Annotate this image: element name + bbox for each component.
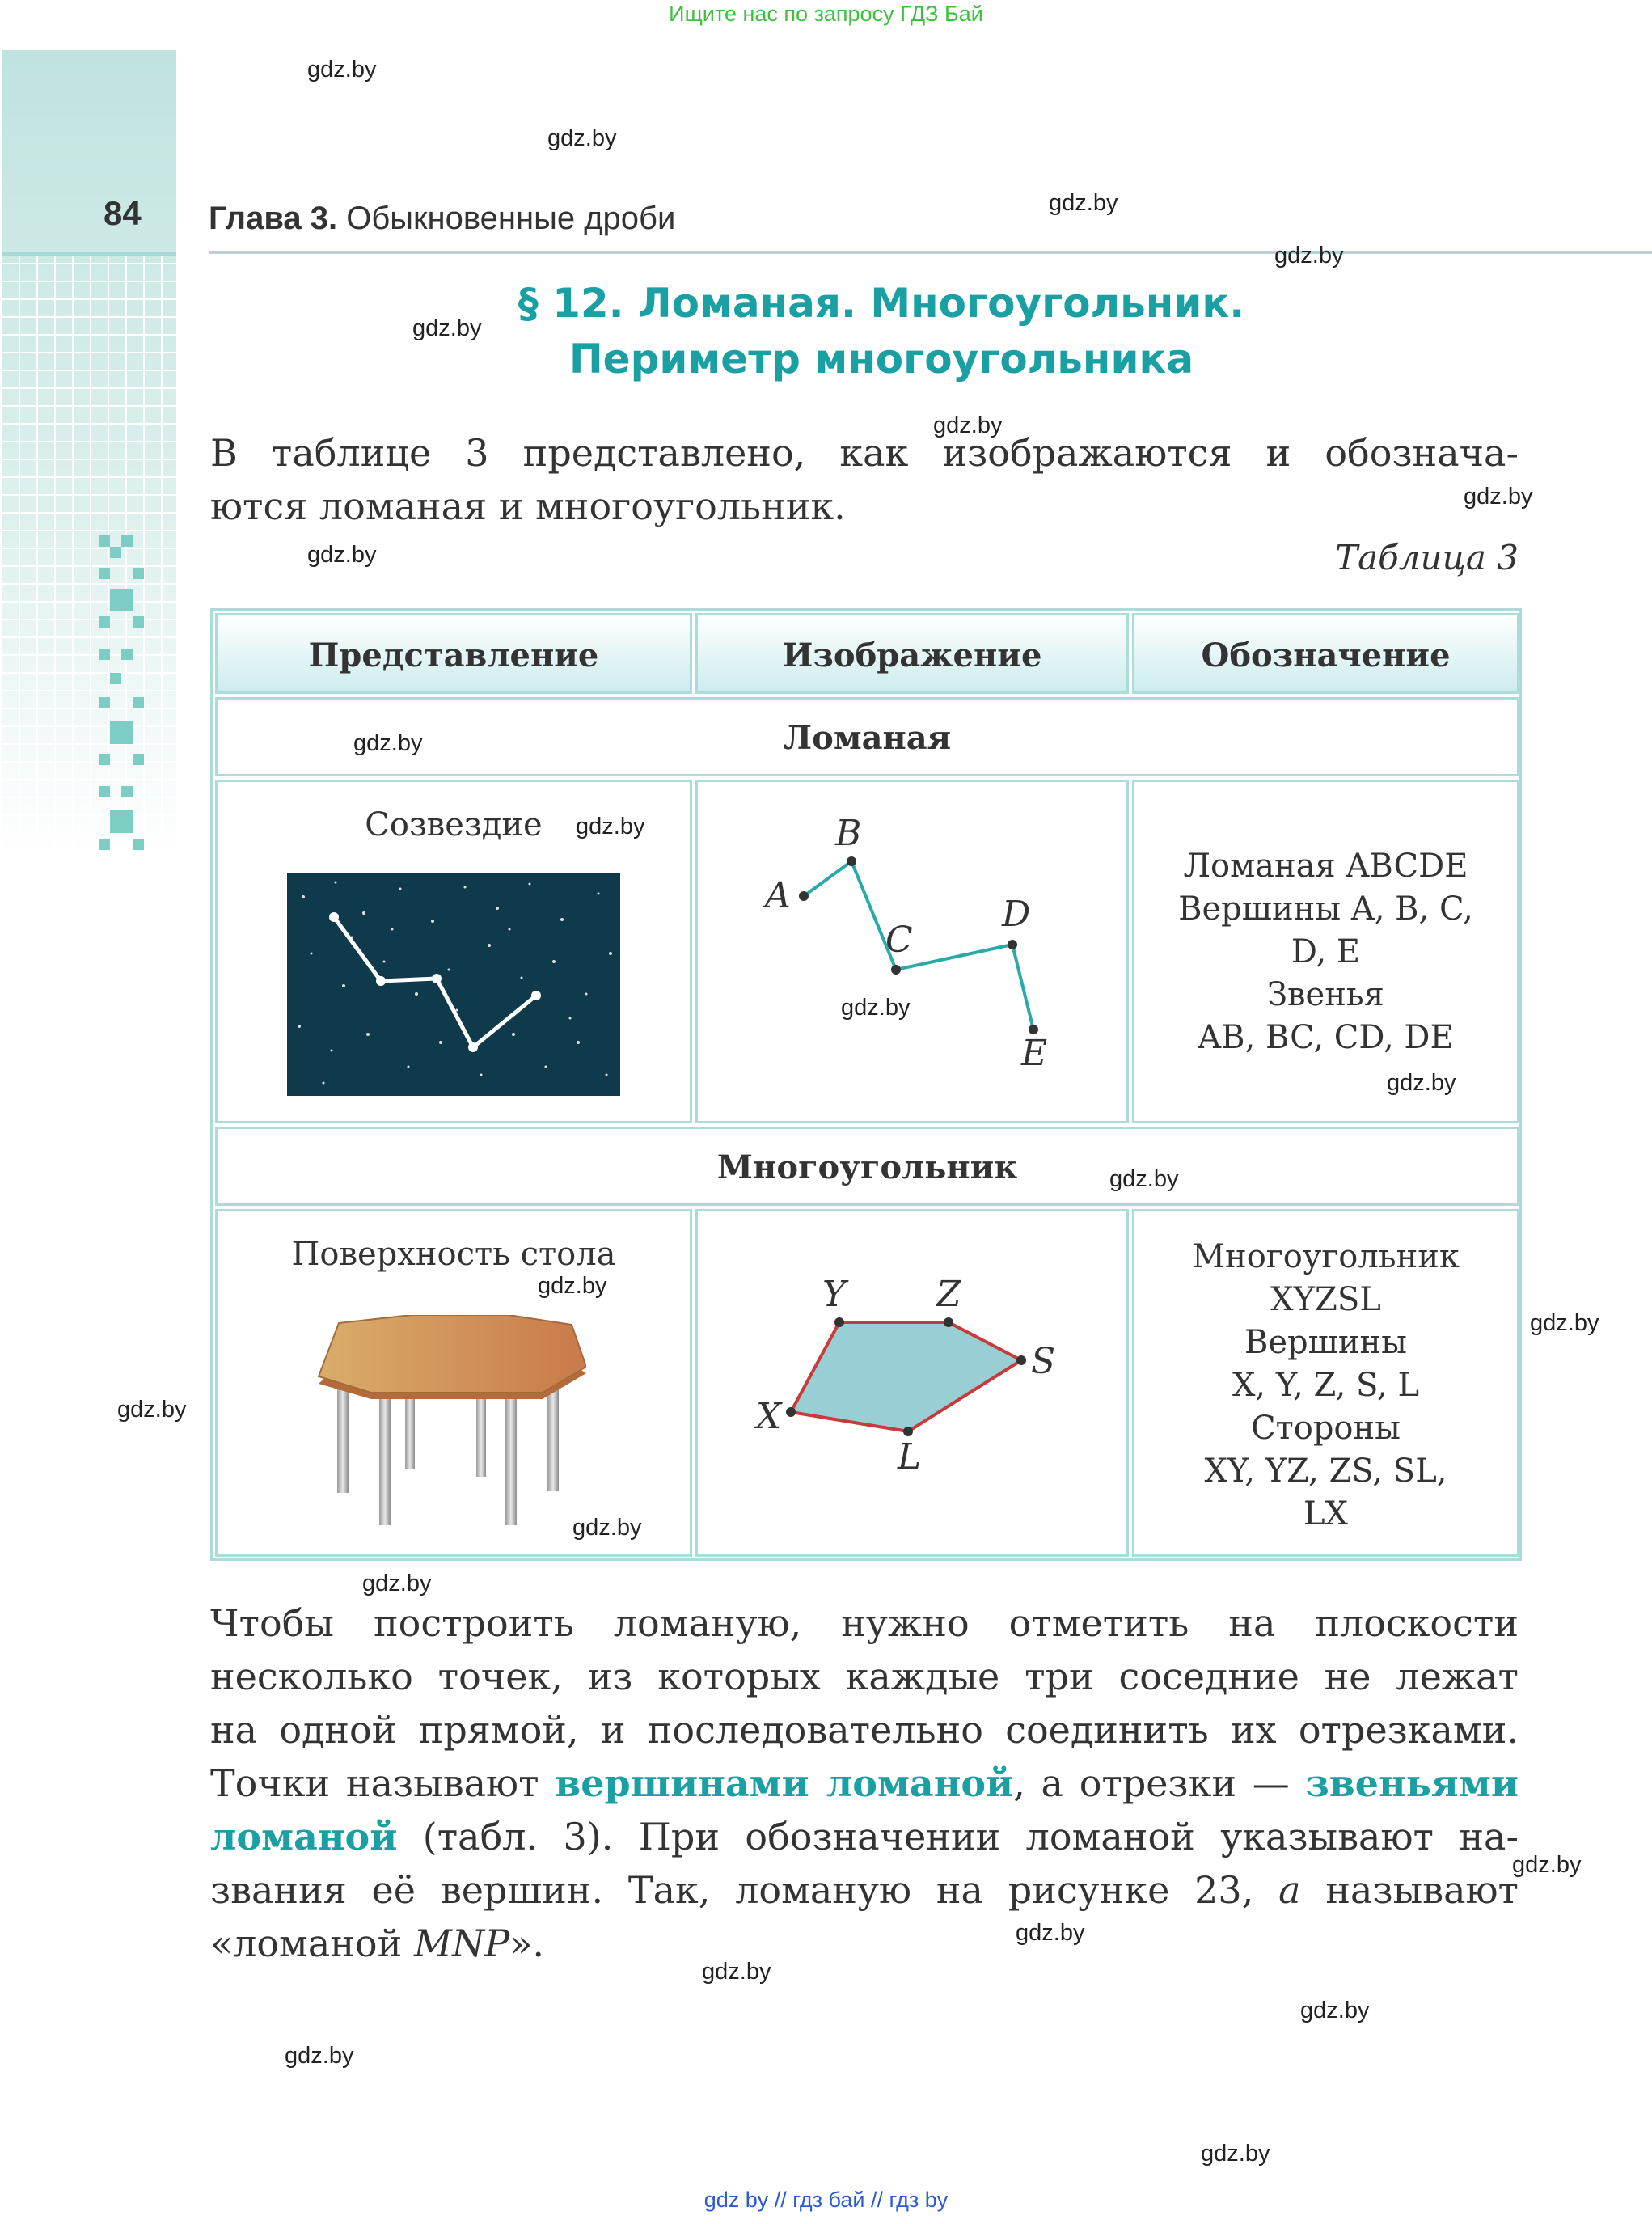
polyline-notation-line: D, E: [1291, 933, 1361, 970]
watermark: gdz.by: [1109, 1166, 1179, 1192]
polyline-point-b: [847, 856, 856, 866]
watermark: gdz.by: [538, 1273, 607, 1299]
header-cell-representation: [215, 613, 692, 694]
polygon-notation-line: X, Y, Z, S, L: [1232, 1367, 1420, 1404]
polygon-point-y: [834, 1317, 844, 1327]
watermark: gdz.by: [1201, 2141, 1270, 2167]
header-cell-notation: [1132, 613, 1519, 694]
polyline-name: MNP: [413, 1922, 510, 1965]
polyline-point-a: [799, 891, 809, 901]
header-notation: Обозначение: [1201, 636, 1451, 674]
polygon-point-l: [903, 1427, 913, 1436]
section-title-line2: Периметр многоугольника: [568, 336, 1194, 383]
body-line-6: [210, 1868, 1519, 1922]
watermark: gdz.by: [933, 412, 1003, 438]
polygon-label-y: Y: [822, 1274, 847, 1315]
watermark: gdz.by: [702, 1959, 771, 1985]
term-vertices: вершинами ломаной: [555, 1761, 1014, 1805]
bottom-banner: gdz by // гдз бай // гдз by: [703, 2188, 949, 2212]
polyline-notation-line: Звенья: [1267, 976, 1384, 1013]
polyline-label-c: C: [885, 920, 913, 961]
polyline-representation-label: Созвездие: [365, 806, 543, 844]
polyline-notation-cell: [1132, 780, 1519, 1123]
watermark: gdz.by: [1300, 1998, 1370, 2023]
polygon-notation-line: Вершины: [1244, 1324, 1407, 1361]
table-caption: Таблица 3: [1335, 538, 1519, 577]
polygon-representation-label: Поверхность стола: [291, 1236, 616, 1273]
polyline-label-b: B: [835, 813, 862, 854]
polyline-label-a: A: [765, 875, 791, 916]
constellation-image: [287, 873, 620, 1096]
watermark: gdz.by: [353, 730, 423, 756]
body-line-2: несколько точек, из которых каждые три соседние не лежат: [210, 1655, 1519, 1698]
body-text: ».: [509, 1922, 544, 1965]
polyline-notation-line: AB, BC, CD, DE: [1198, 1019, 1454, 1056]
watermark: gdz.by: [841, 995, 911, 1021]
section-label-polyline: Ломаная: [783, 719, 952, 757]
watermark: gdz.by: [1530, 1310, 1599, 1336]
intro-line-1: В таблице 3 представлено, как изображаются и обознача-: [210, 431, 1519, 475]
term-links: звеньями: [1305, 1761, 1519, 1805]
body-text: Точки называют: [210, 1761, 539, 1805]
polyline-label-d: D: [1002, 894, 1031, 935]
polyline-notation-line: Вершины A, B, C,: [1178, 890, 1473, 928]
chapter-label: Глава 3.: [209, 201, 338, 236]
top-banner: Ищите нас по запросу ГДЗ Бай: [669, 2, 983, 26]
watermark: gdz.by: [412, 315, 482, 341]
polyline-label-e: E: [1021, 1033, 1048, 1074]
polygon-notation-cell: [1132, 1209, 1519, 1557]
watermark: gdz.by: [1512, 1852, 1582, 1878]
watermark: gdz.by: [307, 57, 377, 82]
section-label-polygon: Многоугольник: [716, 1148, 1018, 1186]
watermark: gdz.by: [1049, 190, 1118, 216]
polygon-notation-line: XY, YZ, ZS, SL,: [1204, 1452, 1447, 1490]
polygon-image-cell: [695, 1209, 1129, 1557]
figure-ref-letter: а: [1278, 1868, 1301, 1912]
polygon-representation-cell: [215, 1209, 692, 1557]
body-text: , а отрезки —: [1013, 1761, 1290, 1805]
term-links-cont: ломаной: [210, 1815, 398, 1858]
polyline-figure: [698, 782, 1126, 1121]
polygon-figure: [698, 1211, 1126, 1554]
header-representation: Представление: [308, 636, 599, 674]
polyline-image-cell: [695, 780, 1129, 1123]
body-line-4: [210, 1761, 1519, 1815]
polyline-point-c: [891, 965, 901, 975]
page-number: 84: [104, 194, 142, 232]
body-text: называют: [1325, 1868, 1519, 1912]
margin-ornament-strip: [2, 50, 176, 859]
watermark: gdz.by: [1274, 243, 1344, 268]
polygon-notation-line: Многоугольник: [1192, 1238, 1460, 1275]
header-rule: [209, 251, 1652, 254]
watermark: gdz.by: [285, 2043, 354, 2069]
polyline-notation: [1134, 845, 1517, 1059]
body-text: звания её вершин. Так, ломаную на рисунке 23,: [210, 1868, 1254, 1912]
polygon-label-z: Z: [936, 1274, 961, 1315]
watermark: gdz.by: [117, 1397, 187, 1423]
watermark: gdz.by: [1387, 1070, 1456, 1096]
polygon-label-l: L: [898, 1436, 922, 1478]
body-line-7: [210, 1922, 1519, 1975]
watermark: gdz.by: [1464, 484, 1533, 509]
watermark: gdz.by: [1016, 1920, 1085, 1946]
polygon-point-z: [944, 1317, 953, 1327]
body-line-3: на одной прямой, и последовательно соединить их отрезками.: [210, 1708, 1519, 1752]
table-illustration: [315, 1315, 586, 1533]
body-text: (табл. 3). При обозначении ломаной указывают на-: [422, 1815, 1519, 1858]
section-row-polygon: [215, 1127, 1519, 1206]
polygon-point-s: [1016, 1355, 1026, 1365]
section-title-line1: § 12. Ломаная. Многоугольник.: [518, 280, 1245, 327]
watermark: gdz.by: [307, 542, 377, 568]
body-line-5: [210, 1815, 1519, 1868]
body-text: «ломаной: [210, 1922, 403, 1965]
polygon-label-x: X: [756, 1396, 782, 1437]
polygon-point-x: [786, 1407, 796, 1417]
body-line-1: Чтобы построить ломаную, нужно отметить на плоскости: [210, 1601, 1519, 1645]
polygon-notation: [1134, 1236, 1517, 1536]
watermark: gdz.by: [362, 1571, 432, 1596]
polyline-notation-line: Ломаная ABCDE: [1183, 848, 1468, 885]
watermark: gdz.by: [547, 125, 617, 151]
intro-line-2: ются ломаная и многоугольник.: [210, 484, 846, 528]
polygon-notation-line: Стороны: [1251, 1410, 1401, 1447]
polygon-label-s: S: [1031, 1341, 1056, 1382]
watermark: gdz.by: [572, 1515, 642, 1541]
watermark: gdz.by: [576, 814, 645, 839]
header-cell-image: [695, 613, 1129, 694]
header-image: Изображение: [782, 636, 1042, 674]
chapter-title: Обыкновенные дроби: [346, 201, 676, 236]
chapter-heading: [209, 201, 675, 237]
polygon-notation-line: LX: [1303, 1495, 1349, 1533]
polyline-point-d: [1008, 940, 1017, 949]
polygon-notation-line: XYZSL: [1270, 1281, 1381, 1318]
